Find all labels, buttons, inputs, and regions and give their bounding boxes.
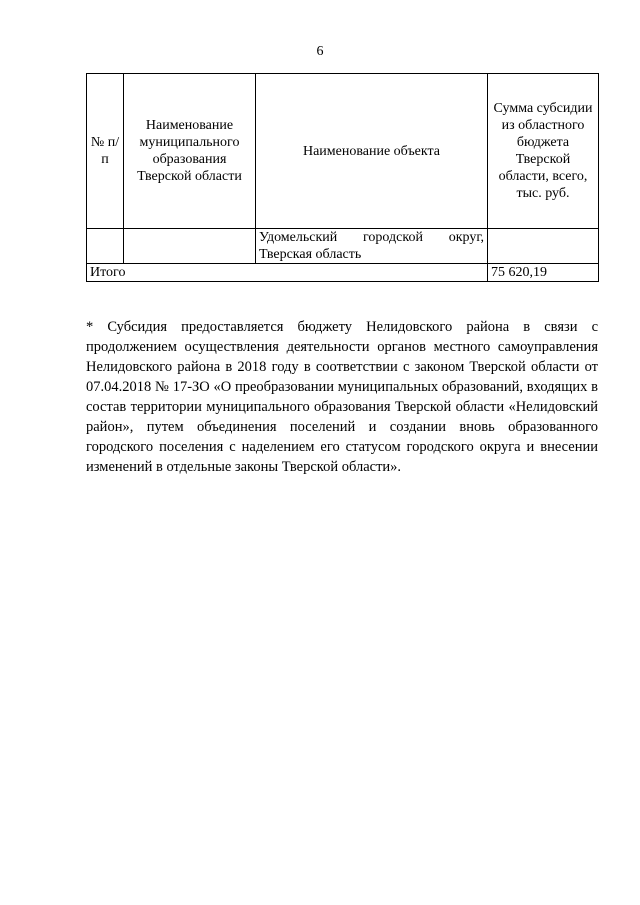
- page-number: 6: [316, 44, 324, 59]
- cell-municipality: [124, 229, 256, 264]
- table-header-row: [87, 74, 599, 229]
- table-row: [87, 229, 599, 264]
- object-line-2: Тверская область: [259, 247, 362, 262]
- header-municipality: Наименование муниципального образования Тверской области: [124, 74, 256, 229]
- footnote-text: * Субсидия предоставляется бюджету Нелидовского района в связи с продолжением осуществления деятельности органов местного самоуправления Нелидовского района в 2018 году в соответствии с законом Тверской области от 07.04.2018 № 17-ЗО «О преобразовании муниципальных образований, входящих в состав территории муниципального образования Тверской области «Нелидовский район», путем объединения поселений и создании вновь образованного городского поселения с наделением его статусом городского округа и внесении изменений в отдельные законы Тверской области».: [86, 318, 598, 475]
- cell-object: [256, 229, 488, 264]
- header-number: № п/п: [87, 74, 124, 229]
- object-line-1: Удомельский городской округ,: [259, 230, 484, 245]
- header-amount: Сумма субсидии из областного бюджета Тверской области, всего, тыс. руб.: [488, 74, 599, 229]
- total-label: Итого: [87, 264, 488, 282]
- total-row: [87, 264, 599, 282]
- total-value: 75 620,19: [488, 264, 599, 282]
- header-object: Наименование объекта: [256, 74, 488, 229]
- cell-amount: [488, 229, 599, 264]
- subsidy-table: [86, 73, 599, 282]
- cell-number: [87, 229, 124, 264]
